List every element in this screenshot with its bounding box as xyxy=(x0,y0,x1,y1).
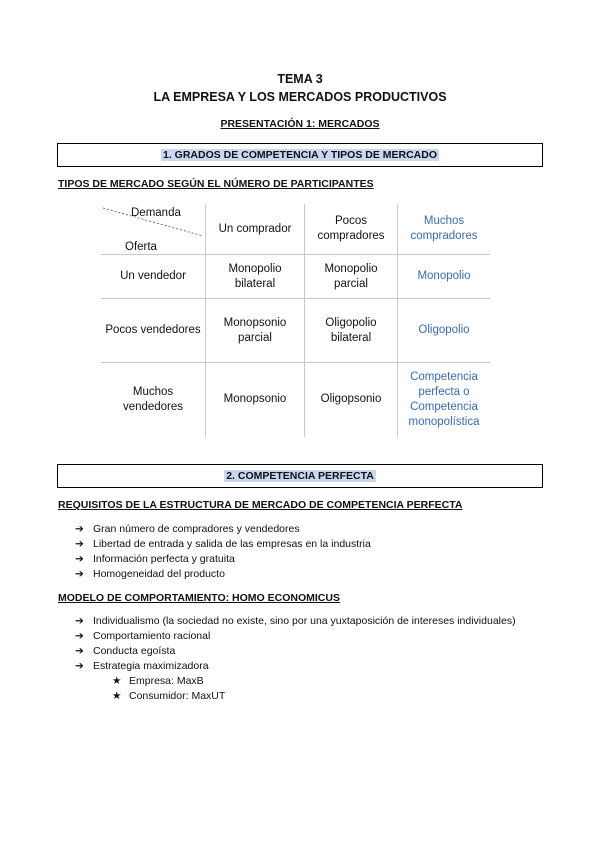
table-cell: Monopsonio parcial xyxy=(206,299,305,363)
list-item: ➔ Conducta egoísta xyxy=(75,645,176,657)
model-heading: MODELO DE COMPORTAMIENTO: HOMO ECONOMICUS xyxy=(58,592,340,604)
strategy-sublist xyxy=(112,674,225,704)
arrow-icon: ➔ xyxy=(75,630,84,642)
list-item: ➔ Individualismo (la sociedad no existe, sino por una yuxtaposición de intereses individuales) xyxy=(75,615,516,627)
arrow-icon: ➔ xyxy=(75,553,84,565)
list-item: ★ Empresa: MaxB xyxy=(112,675,204,687)
requirements-list xyxy=(75,522,371,582)
table-cell: Monopolio bilateral xyxy=(206,255,305,299)
table-cell: Oligopolio bilateral xyxy=(305,299,398,363)
table-cell: Monopolio parcial xyxy=(305,255,398,299)
arrow-icon: ➔ xyxy=(75,645,84,657)
list-item: ➔ Comportamiento racional xyxy=(75,630,211,642)
arrow-icon: ➔ xyxy=(75,523,84,535)
table-cell: Oligopsonio xyxy=(305,363,398,437)
arrow-icon: ➔ xyxy=(75,615,84,627)
arrow-icon: ➔ xyxy=(75,568,84,580)
table-cell: Monopolio xyxy=(398,255,491,299)
column-header: Un comprador xyxy=(206,204,305,255)
list-item: ➔ Gran número de compradores y vendedores xyxy=(75,523,300,535)
section2-heading: 2. COMPETENCIA PERFECTA xyxy=(226,470,374,482)
star-icon: ★ xyxy=(112,690,122,702)
section2-heading-box xyxy=(57,464,543,488)
list-item: ➔ Información perfecta y gratuita xyxy=(75,553,235,565)
list-item: ➔ Homogeneidad del producto xyxy=(75,568,225,580)
corner-supply-label: Oferta xyxy=(125,241,157,253)
row-header: Muchos vendedores xyxy=(101,363,206,437)
table-corner-cell xyxy=(101,204,206,255)
list-item: ➔ Libertad de entrada y salida de las empresas en la industria xyxy=(75,538,371,550)
star-icon: ★ xyxy=(112,675,122,687)
requirements-heading: REQUISITOS DE LA ESTRUCTURA DE MERCADO DE COMPETENCIA PERFECTA xyxy=(58,499,463,511)
market-types-table xyxy=(101,204,490,437)
column-header: Pocos compradores xyxy=(305,204,398,255)
arrow-icon: ➔ xyxy=(75,660,84,672)
arrow-icon: ➔ xyxy=(75,538,84,550)
corner-demand-label: Demanda xyxy=(131,207,181,219)
column-header: Muchos compradores xyxy=(398,204,491,255)
section1-heading: 1. GRADOS DE COMPETENCIA Y TIPOS DE MERCADO xyxy=(162,149,437,161)
model-list xyxy=(75,614,516,674)
table-cell: Monopsonio xyxy=(206,363,305,437)
presentation-title: PRESENTACIÓN 1: MERCADOS xyxy=(220,118,380,130)
row-header: Un vendedor xyxy=(101,255,206,299)
list-item: ★ Consumidor: MaxUT xyxy=(112,690,226,702)
page-title: LA EMPRESA Y LOS MERCADOS PRODUCTIVOS xyxy=(153,90,447,104)
section1-heading-box xyxy=(57,143,543,167)
list-item: ➔ Estrategia maximizadora xyxy=(75,660,209,672)
tema-number: TEMA 3 xyxy=(277,72,323,86)
table-cell: Oligopolio xyxy=(398,299,491,363)
row-header: Pocos vendedores xyxy=(101,299,206,363)
market-types-heading: TIPOS DE MERCADO SEGÚN EL NÚMERO DE PARTICIPANTES xyxy=(58,178,374,190)
table-cell: Competencia perfecta o Competencia monopolística xyxy=(398,363,491,437)
